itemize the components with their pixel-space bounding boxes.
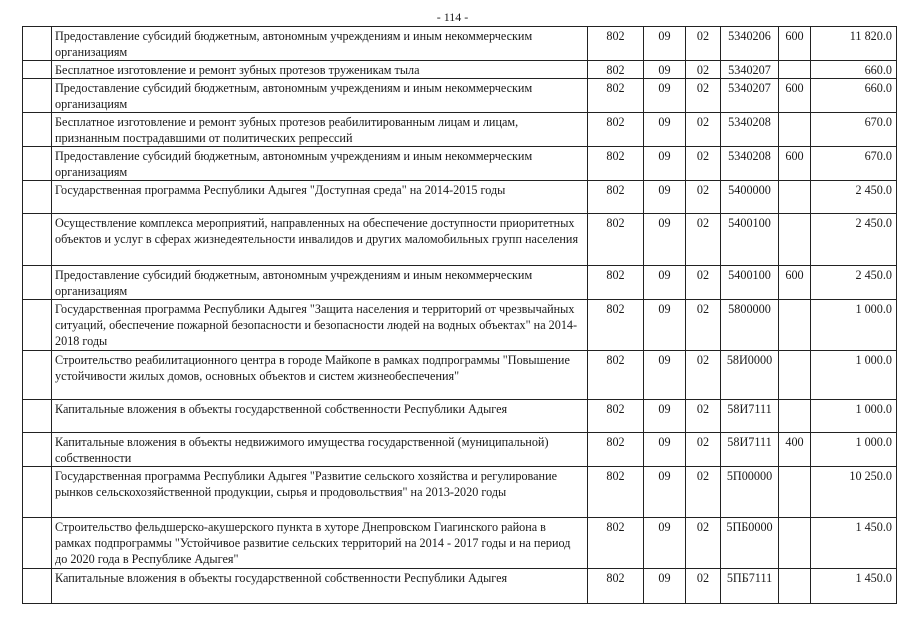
row-pr: 02 (686, 400, 721, 433)
row-pr: 02 (686, 27, 721, 61)
row-pr: 02 (686, 300, 721, 351)
row-name: Капитальные вложения в объекты государственной собственности Республики Адыгея (52, 569, 588, 604)
row-rz: 09 (644, 61, 686, 79)
row-indent-cell (23, 467, 52, 518)
row-sum: 1 000.0 (811, 300, 897, 351)
row-csr: 5ПБ0000 (721, 518, 779, 569)
row-name: Капитальные вложения в объекты государственной собственности Республики Адыгея (52, 400, 588, 433)
row-ved: 802 (588, 113, 644, 147)
row-vr (779, 300, 811, 351)
budget-table (22, 26, 897, 604)
table-row (23, 518, 897, 569)
row-ved: 802 (588, 266, 644, 300)
row-pr: 02 (686, 79, 721, 113)
row-ved: 802 (588, 351, 644, 400)
row-csr: 5П00000 (721, 467, 779, 518)
row-rz: 09 (644, 467, 686, 518)
row-csr: 5340207 (721, 79, 779, 113)
row-pr: 02 (686, 569, 721, 604)
row-sum: 660.0 (811, 61, 897, 79)
row-ved: 802 (588, 181, 644, 214)
row-pr: 02 (686, 467, 721, 518)
table-row (23, 181, 897, 214)
row-indent-cell (23, 400, 52, 433)
row-vr: 600 (779, 147, 811, 181)
table-row (23, 266, 897, 300)
row-csr: 5340208 (721, 147, 779, 181)
row-rz: 09 (644, 214, 686, 266)
row-ved: 802 (588, 400, 644, 433)
row-csr: 5ПБ7111 (721, 569, 779, 604)
row-rz: 09 (644, 113, 686, 147)
row-name: Предоставление субсидий бюджетным, автономным учреждениям и иным некоммерческим организациям (52, 266, 588, 300)
row-vr (779, 467, 811, 518)
row-name: Капитальные вложения в объекты недвижимого имущества государственной (муниципальной) собственности (52, 433, 588, 467)
row-sum: 2 450.0 (811, 181, 897, 214)
row-sum: 1 450.0 (811, 569, 897, 604)
row-sum: 10 250.0 (811, 467, 897, 518)
row-sum: 660.0 (811, 79, 897, 113)
row-name: Государственная программа Республики Адыгея "Развитие сельского хозяйства и регулирование рынков сельскохозяйственной продукции, сырья и продовольствия" на 2013-2020 годы (52, 467, 588, 518)
row-sum: 670.0 (811, 147, 897, 181)
row-rz: 09 (644, 400, 686, 433)
row-pr: 02 (686, 433, 721, 467)
row-sum: 1 000.0 (811, 351, 897, 400)
row-vr (779, 518, 811, 569)
row-csr: 58И7111 (721, 400, 779, 433)
row-ved: 802 (588, 518, 644, 569)
row-vr (779, 113, 811, 147)
row-name: Предоставление субсидий бюджетным, автономным учреждениям и иным некоммерческим организациям (52, 27, 588, 61)
row-rz: 09 (644, 147, 686, 181)
table-row (23, 467, 897, 518)
row-pr: 02 (686, 147, 721, 181)
row-csr: 58И0000 (721, 351, 779, 400)
table-row (23, 79, 897, 113)
row-indent-cell (23, 214, 52, 266)
row-vr: 600 (779, 266, 811, 300)
row-sum: 2 450.0 (811, 266, 897, 300)
row-rz: 09 (644, 300, 686, 351)
row-name: Строительство реабилитационного центра в городе Майкопе в рамках подпрограммы "Повышение устойчивости жилых домов, основных объектов и систем жизнеобеспечения" (52, 351, 588, 400)
table-row (23, 113, 897, 147)
row-indent-cell (23, 300, 52, 351)
row-csr: 5340206 (721, 27, 779, 61)
row-ved: 802 (588, 300, 644, 351)
row-pr: 02 (686, 518, 721, 569)
row-pr: 02 (686, 266, 721, 300)
row-pr: 02 (686, 61, 721, 79)
row-pr: 02 (686, 214, 721, 266)
row-csr: 5400100 (721, 214, 779, 266)
row-rz: 09 (644, 181, 686, 214)
row-pr: 02 (686, 351, 721, 400)
row-indent-cell (23, 433, 52, 467)
row-name: Осуществление комплекса мероприятий, направленных на обеспечение доступности приоритетных объектов и услуг в сферах жизнедеятельности инвалидов и других маломобильных групп населения (52, 214, 588, 266)
row-pr: 02 (686, 181, 721, 214)
row-name: Предоставление субсидий бюджетным, автономным учреждениям и иным некоммерческим организациям (52, 79, 588, 113)
row-sum: 1 450.0 (811, 518, 897, 569)
row-vr (779, 400, 811, 433)
row-rz: 09 (644, 266, 686, 300)
row-ved: 802 (588, 79, 644, 113)
table-row (23, 300, 897, 351)
row-vr (779, 61, 811, 79)
row-rz: 09 (644, 351, 686, 400)
row-indent-cell (23, 351, 52, 400)
row-vr (779, 181, 811, 214)
row-csr: 5800000 (721, 300, 779, 351)
row-ved: 802 (588, 569, 644, 604)
row-vr: 400 (779, 433, 811, 467)
row-sum: 670.0 (811, 113, 897, 147)
row-sum: 1 000.0 (811, 433, 897, 467)
row-vr (779, 214, 811, 266)
row-ved: 802 (588, 214, 644, 266)
row-name: Предоставление субсидий бюджетным, автономным учреждениям и иным некоммерческим организациям (52, 147, 588, 181)
row-indent-cell (23, 518, 52, 569)
table-row (23, 400, 897, 433)
row-indent-cell (23, 79, 52, 113)
table-row (23, 351, 897, 400)
row-csr: 58И7111 (721, 433, 779, 467)
row-vr: 600 (779, 79, 811, 113)
table-row (23, 214, 897, 266)
row-indent-cell (23, 266, 52, 300)
row-ved: 802 (588, 147, 644, 181)
row-rz: 09 (644, 79, 686, 113)
row-name: Строительство фельдшерско-акушерского пункта в хуторе Днепровском Гиагинского района в рамках подпрограммы "Устойчивое развитие сельских территорий на 2014 - 2017 годы и на период до 2020 года в Республике Адыгея" (52, 518, 588, 569)
row-rz: 09 (644, 433, 686, 467)
row-name: Бесплатное изготовление и ремонт зубных протезов труженикам тыла (52, 61, 588, 79)
row-csr: 5400100 (721, 266, 779, 300)
row-ved: 802 (588, 61, 644, 79)
row-pr: 02 (686, 113, 721, 147)
row-sum: 11 820.0 (811, 27, 897, 61)
row-rz: 09 (644, 569, 686, 604)
row-sum: 2 450.0 (811, 214, 897, 266)
row-ved: 802 (588, 467, 644, 518)
table-row (23, 61, 897, 79)
row-name: Бесплатное изготовление и ремонт зубных протезов реабилитированным лицам и лицам, признанным пострадавшими от политических репрессий (52, 113, 588, 147)
row-indent-cell (23, 147, 52, 181)
row-indent-cell (23, 113, 52, 147)
row-vr (779, 351, 811, 400)
row-sum: 1 000.0 (811, 400, 897, 433)
row-ved: 802 (588, 27, 644, 61)
row-vr (779, 569, 811, 604)
row-csr: 5340207 (721, 61, 779, 79)
page-number: - 114 - (436, 10, 469, 24)
row-csr: 5400000 (721, 181, 779, 214)
row-indent-cell (23, 27, 52, 61)
row-vr: 600 (779, 27, 811, 61)
row-indent-cell (23, 61, 52, 79)
row-rz: 09 (644, 27, 686, 61)
table-row (23, 433, 897, 467)
row-name: Государственная программа Республики Адыгея "Защита населения и территорий от чрезвычайных ситуаций, обеспечение пожарной безопасности и безопасности людей на водных объектах" на 2014-2018 годы (52, 300, 588, 351)
row-name: Государственная программа Республики Адыгея "Доступная среда" на 2014-2015 годы (52, 181, 588, 214)
table-row (23, 147, 897, 181)
row-csr: 5340208 (721, 113, 779, 147)
table-row (23, 569, 897, 604)
row-ved: 802 (588, 433, 644, 467)
table-row (23, 27, 897, 61)
row-rz: 09 (644, 518, 686, 569)
row-indent-cell (23, 181, 52, 214)
row-indent-cell (23, 569, 52, 604)
